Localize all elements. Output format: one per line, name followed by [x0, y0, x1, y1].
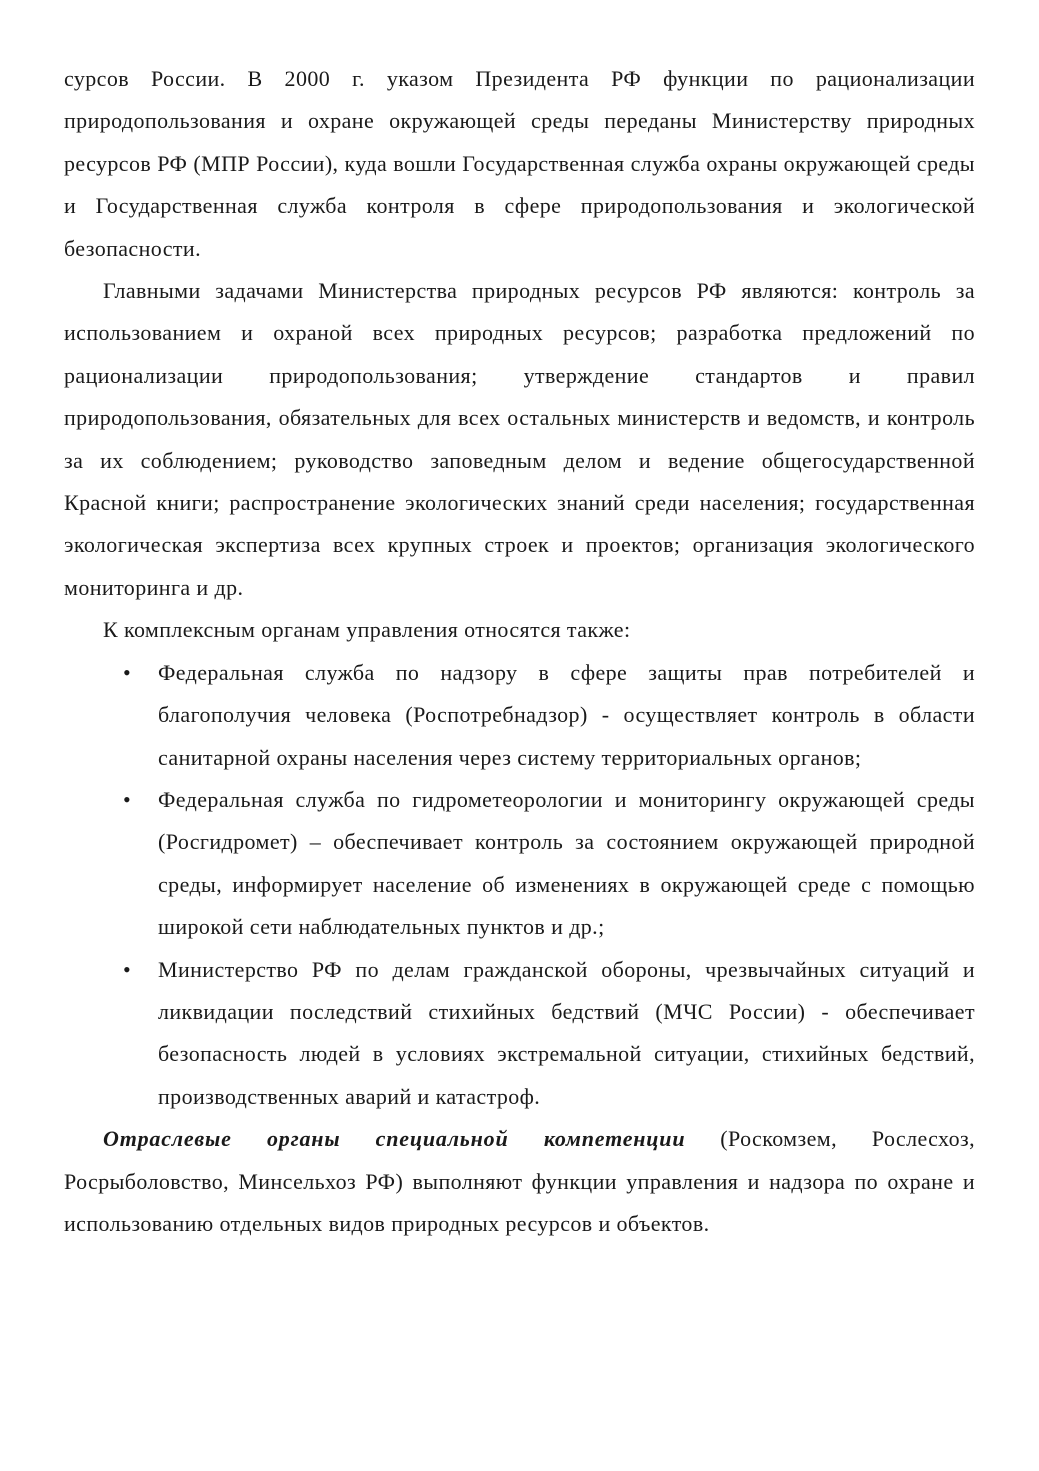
paragraph-complex-bodies-intro: К комплексным органам управления относятся также: [103, 617, 631, 643]
paragraph-ministry-tasks: Главными задачами Министерства природных ресурсов РФ являются: контроль за использованием и охраной всех природных ресурсов; разработка предложений по рационализации природопользования; утверждение стандартов и правил природопользования, обязательных для всех остальных министерств и ведомств, и контроль за их соблюдением; руководство заповедным делом и ведение общегосударственной Красной книги; распространение экологических знаний среди населения; государственная экологическая экспертиза всех крупных строек и проектов; организация экологического мониторинга и др. [64, 278, 975, 600]
bullet-icon: • [123, 659, 132, 685]
sectoral-bodies-text: (Роскомзем, Рослесхоз, Росрыболовство, Минсельхоз РФ) выполняют функции управления и надзора по охране и использованию отдельных видов природных ресурсов и объектов. [64, 1126, 975, 1236]
sectoral-bodies-emphasis: Отраслевые органы специальной компетенции [103, 1126, 686, 1152]
list-item-rosgidromet [123, 779, 975, 949]
list-item-mchs [123, 949, 975, 1119]
list-item-text: Министерство РФ по делам гражданской обороны, чрезвычайных ситуаций и ликвидации последствий стихийных бедствий (МЧС России) - обеспечивает безопасность людей в условиях экстремальной ситуации, стихийных бедствий, производственных аварий и катастроф. [158, 956, 975, 1109]
bullet-icon: • [123, 786, 132, 812]
complex-bodies-list [64, 652, 975, 1118]
list-item-rospotrebnadzor [123, 652, 975, 779]
paragraph-ministry-history: сурсов России. В 2000 г. указом Президента РФ функции по рационализации природопользования и охране окружающей среды переданы Министерству природных ресурсов РФ (МПР России), куда вошли Государственная служба охраны окружающей среды и Государственная служба контроля в сфере природопользования и экологической безопасности. [64, 66, 975, 261]
list-item-text: Федеральная служба по гидрометеорологии и мониторингу окружающей среды (Росгидромет) – обеспечивает контроль за состоянием окружающей природной среды, информирует население об изменениях в окружающей среде с помощью широкой сети наблюдательных пунктов и др.; [158, 786, 975, 940]
paragraph-sectoral-bodies [64, 1118, 975, 1245]
bullet-icon: • [123, 956, 132, 982]
list-item-text: Федеральная служба по надзору в сфере защиты прав потребителей и благополучия человека (Роспотребнадзор) - осуществляет контроль в области санитарной охраны населения через систему территориальных органов; [158, 659, 975, 770]
